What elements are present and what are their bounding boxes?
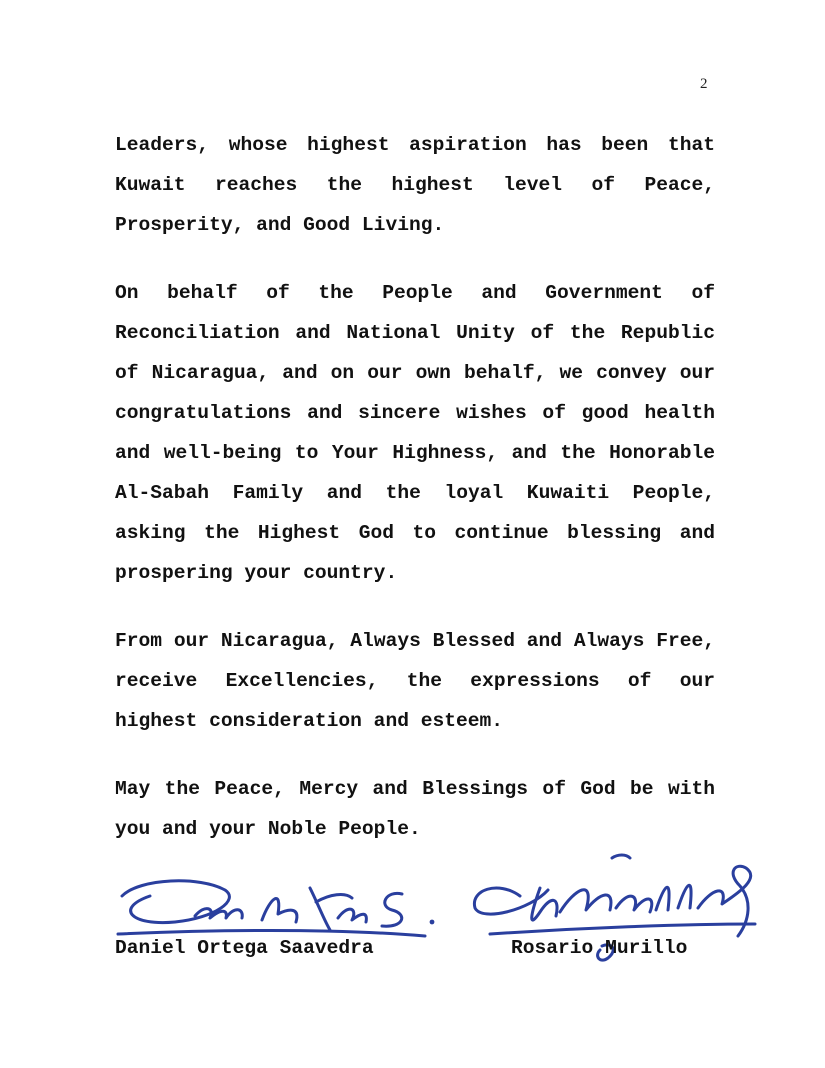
signer-name-left: Daniel Ortega Saavedra [115, 937, 374, 959]
page-number: 2 [700, 76, 708, 92]
signer-name-right: Rosario Murillo [511, 937, 688, 959]
signature-block [0, 838, 825, 978]
paragraph: From our Nicaragua, Always Blessed and Always Free, receive Excellencies, the expressions of our highest consideration and esteem. [115, 630, 715, 732]
letter-body [115, 125, 715, 877]
paragraph: On behalf of the People and Government of Reconciliation and National Unity of the Republic of Nicaragua, and on our own behalf, we convey our congratulations and sincere wishes of good health and well-being to Your Highness, and the Honorable Al-Sabah Family and the loyal Kuwaiti People, asking the Highest God to continue blessing and prospering your country. [115, 282, 715, 584]
signature-left [118, 881, 434, 936]
paragraph: Leaders, whose highest aspiration has been that Kuwait reaches the highest level of Peace, Prosperity, and Good Living. [115, 134, 715, 236]
paragraph: May the Peace, Mercy and Blessings of God be with you and your Noble People. [115, 778, 715, 840]
